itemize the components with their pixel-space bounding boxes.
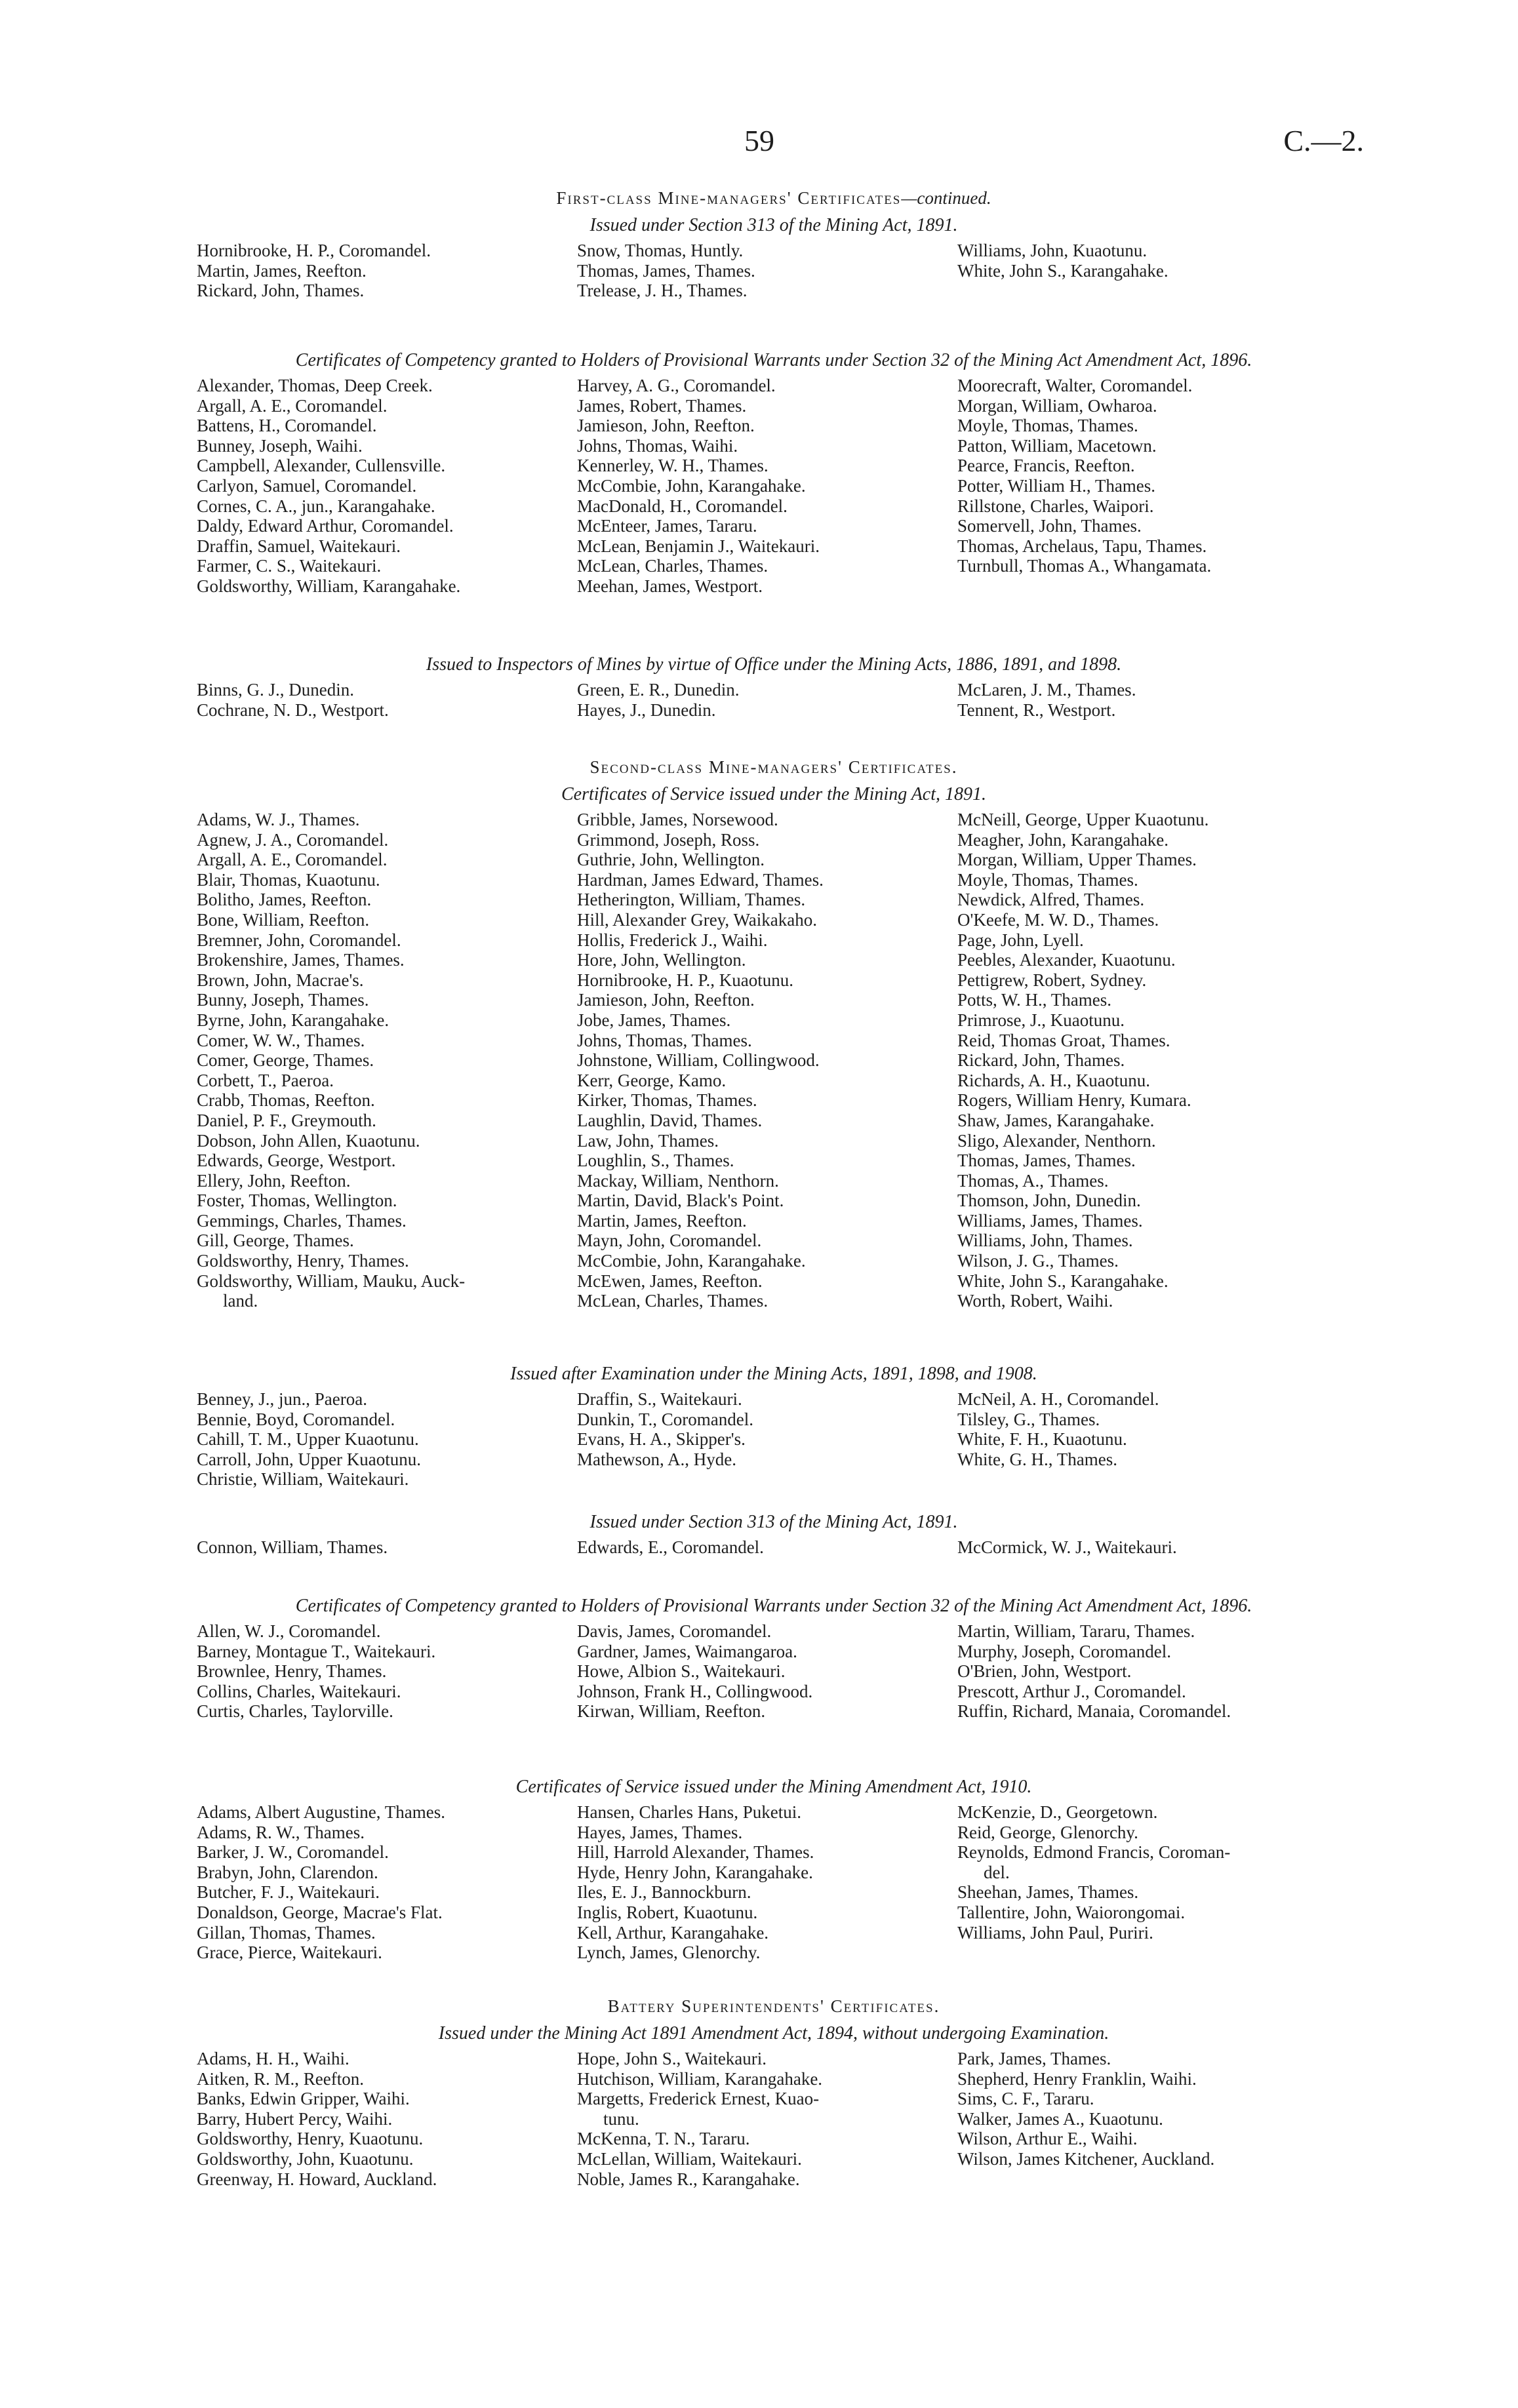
name-entry: Hayes, J., Dunedin. [577, 700, 716, 720]
section-heading [197, 185, 1351, 211]
name-entry: Hollis, Frederick J., Waihi. [577, 930, 768, 950]
name-entry: Carroll, John, Upper Kuaotunu. [197, 1449, 421, 1469]
name-entry: Bunney, Joseph, Waihi. [197, 435, 363, 456]
name-entry: White, John S., Karangahake. [957, 1271, 1168, 1291]
document-reference: C.—2. [1283, 124, 1364, 157]
name-entry: Brownlee, Henry, Thames. [197, 1661, 387, 1682]
name-entry: Goldsworthy, Henry, Thames. [197, 1251, 409, 1271]
name-entry: Thomson, John, Dunedin. [957, 1191, 1141, 1211]
name-entry: Daniel, P. F., Greymouth. [197, 1110, 376, 1130]
name-entry: Richards, A. H., Kuaotunu. [957, 1070, 1150, 1090]
name-entry: Goldsworthy, John, Kuaotunu. [197, 2148, 414, 2169]
name-column-2 [577, 376, 957, 597]
name-entry: Loughlin, S., Thames. [577, 1151, 734, 1171]
name-entry: Jamieson, John, Reefton. [577, 416, 755, 436]
name-entry: Martin, David, Black's Point. [577, 1191, 784, 1211]
name-entry: Cornes, C. A., jun., Karangahake. [197, 496, 435, 516]
name-entry: Kirwan, William, Reefton. [577, 1701, 766, 1722]
section-first-class-1891 [197, 185, 1351, 301]
name-entry: Ellery, John, Reefton. [197, 1170, 351, 1191]
name-entry: Howe, Albion S., Waitekauri. [577, 1661, 786, 1682]
name-entry: Page, John, Lyell. [957, 930, 1084, 950]
name-entry: Wilson, Arthur E., Waihi. [957, 2129, 1138, 2149]
name-entry: Kirker, Thomas, Thames. [577, 1090, 757, 1111]
name-entry: Curtis, Charles, Taylorville. [197, 1701, 393, 1722]
name-entry: Thomas, Archelaus, Tapu, Thames. [957, 536, 1207, 556]
name-column-2 [577, 1537, 957, 1558]
name-entry: Adams, R. W., Thames. [197, 1822, 365, 1842]
name-entry: land. [223, 1291, 258, 1311]
name-columns [197, 1621, 1351, 1722]
name-entry: Morgan, William, Upper Thames. [957, 850, 1197, 870]
name-columns [197, 1537, 1351, 1558]
name-entry: Johnson, Frank H., Collingwood. [577, 1681, 813, 1701]
name-entry: del. [984, 1862, 1010, 1882]
name-column-3 [957, 376, 1351, 597]
name-entry: Ruffin, Richard, Manaia, Coromandel. [957, 1701, 1231, 1722]
name-entry: Agnew, J. A., Coromandel. [197, 829, 389, 850]
name-entry: Draffin, Samuel, Waitekauri. [197, 536, 401, 556]
name-column-1 [197, 241, 577, 301]
name-entry: Kell, Arthur, Karangahake. [577, 1922, 769, 1943]
name-entry: McLean, Charles, Thames. [577, 1291, 769, 1311]
name-entry: Brokenshire, James, Thames. [197, 950, 405, 970]
name-column-1 [197, 680, 577, 720]
name-entry: Tilsley, G., Thames. [957, 1409, 1100, 1429]
name-entry: Hornibrooke, H. P., Coromandel. [197, 241, 431, 260]
section-subheading: Issued to Inspectors of Mines by virtue of Office under the Mining Acts, 1886, 1891, and 1898. [426, 654, 1122, 675]
name-entry: White, G. H., Thames. [957, 1449, 1117, 1469]
name-entry: Foster, Thomas, Wellington. [197, 1191, 397, 1211]
name-column-2 [577, 1802, 957, 1963]
name-entry: Jobe, James, Thames. [577, 1010, 731, 1030]
name-column-2 [577, 810, 957, 1311]
name-entry: Harvey, A. G., Coromandel. [577, 376, 776, 395]
section-competency-1896-second-class [197, 1592, 1351, 1722]
name-entry: Corbett, T., Paeroa. [197, 1070, 334, 1090]
name-entry: Sheehan, James, Thames. [957, 1882, 1139, 1903]
name-entry: Mayn, John, Coromandel. [577, 1231, 762, 1251]
name-entry: Binns, G. J., Dunedin. [197, 680, 355, 700]
name-entry: Bremner, John, Coromandel. [197, 930, 401, 950]
name-entry: Reynolds, Edmond Francis, Coroman- [957, 1842, 1231, 1863]
name-entry: Dunkin, T., Coromandel. [577, 1409, 753, 1429]
name-entry: McCormick, W. J., Waitekauri. [957, 1537, 1177, 1557]
name-entry: Argall, A. E., Coromandel. [197, 395, 388, 416]
name-entry: Snow, Thomas, Huntly. [577, 241, 744, 260]
name-entry: Butcher, F. J., Waitekauri. [197, 1882, 380, 1903]
name-columns [197, 2049, 1351, 2189]
name-entry: Moyle, Thomas, Thames. [957, 416, 1138, 436]
name-entry: Hayes, James, Thames. [577, 1822, 743, 1842]
name-columns [197, 1802, 1351, 1963]
name-entry: Cahill, T. M., Upper Kuaotunu. [197, 1429, 419, 1450]
name-entry: Williams, John, Thames. [957, 1231, 1133, 1251]
name-entry: Gillan, Thomas, Thames. [197, 1922, 376, 1943]
name-entry: Donaldson, George, Macrae's Flat. [197, 1902, 443, 1922]
name-entry: White, John S., Karangahake. [957, 260, 1168, 281]
name-entry: McLean, Charles, Thames. [577, 556, 769, 576]
name-entry: Jamieson, John, Reefton. [577, 990, 755, 1010]
name-entry: McLaren, J. M., Thames. [957, 680, 1136, 700]
name-entry: Guthrie, John, Wellington. [577, 850, 765, 870]
section-subheading: Issued under Section 313 of the Mining Act, 1891. [589, 1512, 958, 1532]
name-entry: Meagher, John, Karangahake. [957, 829, 1169, 850]
name-entry: Edwards, E., Coromandel. [577, 1537, 764, 1557]
name-column-1 [197, 1389, 577, 1490]
name-entry: Evans, H. A., Skipper's. [577, 1429, 746, 1450]
name-entry: Potts, W. H., Thames. [957, 990, 1112, 1010]
name-entry: Cochrane, N. D., Westport. [197, 700, 389, 720]
name-entry: Moyle, Thomas, Thames. [957, 869, 1138, 890]
name-entry: Rillstone, Charles, Waipori. [957, 496, 1154, 516]
name-entry: Allen, W. J., Coromandel. [197, 1621, 381, 1641]
name-entry: Worth, Robert, Waihi. [957, 1291, 1113, 1311]
name-columns [197, 1389, 1351, 1490]
heading-continued: —continued. [901, 188, 991, 208]
name-entry: Inglis, Robert, Kuaotunu. [577, 1902, 758, 1922]
heading-text: First-class Mine-managers' Certificates [556, 188, 902, 208]
name-entry: Adams, H. H., Waihi. [197, 2049, 350, 2068]
name-entry: McLean, Benjamin J., Waitekauri. [577, 536, 820, 556]
name-column-1 [197, 1621, 577, 1722]
name-entry: Brabyn, John, Clarendon. [197, 1862, 378, 1882]
name-entry: Grimmond, Joseph, Ross. [577, 829, 760, 850]
section-examination [197, 1360, 1351, 1490]
name-column-2 [577, 680, 957, 720]
name-column-3 [957, 241, 1351, 301]
name-column-1 [197, 376, 577, 597]
name-entry: Johns, Thomas, Thames. [577, 1030, 752, 1050]
name-entry: Turnbull, Thomas A., Whangamata. [957, 556, 1212, 576]
section-subheading: Issued under the Mining Act 1891 Amendment Act, 1894, without undergoing Examination. [438, 2023, 1109, 2043]
name-entry: McLellan, William, Waitekauri. [577, 2148, 802, 2169]
name-entry: Iles, E. J., Bannockburn. [577, 1882, 751, 1903]
name-entry: Law, John, Thames. [577, 1130, 719, 1151]
name-entry: Daldy, Edward Arthur, Coromandel. [197, 516, 454, 536]
name-column-2 [577, 241, 957, 301]
name-entry: McEwen, James, Reefton. [577, 1271, 763, 1291]
name-entry: Davis, James, Coromandel. [577, 1621, 772, 1641]
section-subheading: Certificates of Competency granted to Holders of Provisional Warrants under Section 32 of the Mining Act Amendment Act, 1896. [295, 350, 1252, 370]
name-entry: Barney, Montague T., Waitekauri. [197, 1641, 436, 1661]
name-entry: Draffin, S., Waitekauri. [577, 1389, 742, 1409]
name-entry: O'Brien, John, Westport. [957, 1661, 1132, 1682]
name-entry: Hill, Alexander Grey, Waikakaho. [577, 909, 817, 930]
name-entry: Martin, James, Reefton. [577, 1210, 747, 1231]
name-entry: Johns, Thomas, Waihi. [577, 435, 738, 456]
section-subheading: Certificates of Service issued under the Mining Amendment Act, 1910. [515, 1777, 1032, 1797]
name-entry: Crabb, Thomas, Reefton. [197, 1090, 375, 1111]
name-column-3 [957, 680, 1351, 720]
name-entry: Newdick, Alfred, Thames. [957, 890, 1145, 910]
name-entry: Williams, John Paul, Puriri. [957, 1922, 1153, 1943]
name-entry: Hansen, Charles Hans, Puketui. [577, 1802, 801, 1822]
name-entry: Christie, William, Waitekauri. [197, 1469, 409, 1490]
name-entry: Murphy, Joseph, Coromandel. [957, 1641, 1171, 1661]
name-entry: Moorecraft, Walter, Coromandel. [957, 376, 1193, 395]
page-number: 59 [744, 124, 774, 157]
name-entry: Farmer, C. S., Waitekauri. [197, 556, 382, 576]
name-column-2 [577, 1389, 957, 1490]
name-entry: Morgan, William, Owharoa. [957, 395, 1157, 416]
name-entry: McNeill, George, Upper Kuaotunu. [957, 810, 1209, 829]
name-entry: Wilson, James Kitchener, Auckland. [957, 2148, 1215, 2169]
name-entry: Wilson, J. G., Thames. [957, 1251, 1119, 1271]
name-entry: Martin, James, Reefton. [197, 260, 367, 281]
name-entry: Hill, Harrold Alexander, Thames. [577, 1842, 814, 1863]
name-column-1 [197, 2049, 577, 2189]
name-entry: Martin, William, Tararu, Thames. [957, 1621, 1195, 1641]
name-column-3 [957, 810, 1351, 1311]
name-entry: tunu. [603, 2108, 639, 2129]
name-entry: Mackay, William, Nenthorn. [577, 1170, 779, 1191]
name-entry: Byrne, John, Karangahake. [197, 1010, 389, 1030]
name-entry: Alexander, Thomas, Deep Creek. [197, 376, 433, 395]
name-entry: Bennie, Boyd, Coromandel. [197, 1409, 395, 1429]
name-entry: Patton, William, Macetown. [957, 435, 1157, 456]
name-entry: Pettigrew, Robert, Sydney. [957, 970, 1147, 990]
name-column-1 [197, 1537, 577, 1558]
name-entry: Gemmings, Charles, Thames. [197, 1210, 407, 1231]
section-subheading: Certificates of Service issued under the Mining Act, 1891. [561, 784, 987, 804]
name-entry: Dobson, John Allen, Kuaotunu. [197, 1130, 420, 1151]
section-subheading: Certificates of Competency granted to Holders of Provisional Warrants under Section 32 of the Mining Act Amendment Act, 1896. [295, 1596, 1252, 1616]
section-second-class-service-1891 [197, 754, 1351, 1311]
name-entry: Collins, Charles, Waitekauri. [197, 1681, 401, 1701]
name-entry: Rogers, William Henry, Kumara. [957, 1090, 1191, 1111]
name-entry: Laughlin, David, Thames. [577, 1110, 763, 1130]
name-column-1 [197, 1802, 577, 1963]
name-entry: Blair, Thomas, Kuaotunu. [197, 869, 380, 890]
name-entry: White, F. H., Kuaotunu. [957, 1429, 1127, 1450]
section-subheading: Issued under Section 313 of the Mining Act, 1891. [589, 215, 958, 235]
name-entry: Williams, John, Kuaotunu. [957, 241, 1148, 260]
name-entry: Campbell, Alexander, Cullensville. [197, 456, 446, 476]
name-entry: Kerr, George, Kamo. [577, 1070, 727, 1090]
section-competency-1896 [197, 346, 1351, 597]
name-entry: Argall, A. E., Coromandel. [197, 850, 388, 870]
name-entry: Lynch, James, Glenorchy. [577, 1943, 761, 1963]
name-column-2 [577, 2049, 957, 2189]
name-entry: Tallentire, John, Waiorongomai. [957, 1902, 1186, 1922]
name-entry: Thomas, A., Thames. [957, 1170, 1109, 1191]
name-entry: Brown, John, Macrae's. [197, 970, 364, 990]
name-column-3 [957, 1802, 1351, 1963]
name-entry: Tennent, R., Westport. [957, 700, 1116, 720]
name-entry: Mathewson, A., Hyde. [577, 1449, 736, 1469]
name-entry: Shepherd, Henry Franklin, Waihi. [957, 2068, 1197, 2089]
name-column-1 [197, 810, 577, 1311]
name-entry: McKenzie, D., Georgetown. [957, 1802, 1158, 1822]
name-entry: McKenna, T. N., Tararu. [577, 2129, 750, 2149]
section-313-second-class [197, 1508, 1351, 1558]
name-entry: Williams, James, Thames. [957, 1210, 1143, 1231]
name-entry: Green, E. R., Dunedin. [577, 680, 740, 700]
name-entry: Thomas, James, Thames. [577, 260, 755, 281]
name-column-3 [957, 1389, 1351, 1490]
name-entry: Comer, George, Thames. [197, 1050, 374, 1071]
name-entry: Battens, H., Coromandel. [197, 416, 377, 436]
name-entry: Benney, J., jun., Paeroa. [197, 1389, 367, 1409]
name-entry: Rickard, John, Thames. [197, 281, 365, 301]
name-entry: Bolitho, James, Reefton. [197, 890, 372, 910]
name-entry: McCombie, John, Karangahake. [577, 1251, 806, 1271]
name-entry: Rickard, John, Thames. [957, 1050, 1125, 1071]
name-entry: Prescott, Arthur J., Coromandel. [957, 1681, 1186, 1701]
name-entry: Adams, W. J., Thames. [197, 810, 360, 829]
name-entry: Carlyon, Samuel, Coromandel. [197, 475, 417, 496]
name-entry: McEnteer, James, Tararu. [577, 516, 757, 536]
name-columns [197, 680, 1351, 720]
name-entry: Hyde, Henry John, Karangahake. [577, 1862, 813, 1882]
name-columns [197, 810, 1351, 1311]
section-inspectors [197, 650, 1351, 720]
name-entry: Potter, William H., Thames. [957, 475, 1156, 496]
name-entry: Johnstone, William, Collingwood. [577, 1050, 820, 1071]
name-entry: Hore, John, Wellington. [577, 950, 746, 970]
name-column-2 [577, 1621, 957, 1722]
name-entry: Goldsworthy, Henry, Kuaotunu. [197, 2129, 424, 2149]
name-entry: Banks, Edwin Gripper, Waihi. [197, 2089, 410, 2109]
name-entry: Gardner, James, Waimangaroa. [577, 1641, 797, 1661]
name-column-3 [957, 1537, 1351, 1558]
section-battery-superintendents [197, 1993, 1351, 2189]
name-entry: Greenway, H. Howard, Auckland. [197, 2169, 437, 2189]
name-entry: Aitken, R. M., Reefton. [197, 2068, 364, 2089]
name-entry: Connon, William, Thames. [197, 1537, 388, 1557]
name-columns [197, 241, 1351, 301]
name-entry: Walker, James A., Kuaotunu. [957, 2108, 1163, 2129]
name-entry: Primrose, J., Kuaotunu. [957, 1010, 1125, 1030]
name-entry: Somervell, John, Thames. [957, 516, 1142, 536]
name-entry: Bunny, Joseph, Thames. [197, 990, 369, 1010]
name-entry: Barry, Hubert Percy, Waihi. [197, 2108, 393, 2129]
name-entry: Edwards, George, Westport. [197, 1151, 396, 1171]
name-entry: Comer, W. W., Thames. [197, 1030, 365, 1050]
name-entry: Noble, James R., Karangahake. [577, 2169, 800, 2189]
name-entry: Gribble, James, Norsewood. [577, 810, 778, 829]
name-entry: Meehan, James, Westport. [577, 576, 763, 596]
name-columns [197, 376, 1351, 597]
name-entry: O'Keefe, M. W. D., Thames. [957, 909, 1159, 930]
name-entry: Bone, William, Reefton. [197, 909, 370, 930]
name-entry: McNeil, A. H., Coromandel. [957, 1389, 1159, 1409]
name-entry: Hope, John S., Waitekauri. [577, 2049, 767, 2068]
name-entry: Adams, Albert Augustine, Thames. [197, 1802, 445, 1822]
name-entry: Margetts, Frederick Ernest, Kuao- [577, 2089, 820, 2109]
name-entry: Trelease, J. H., Thames. [577, 281, 748, 301]
name-entry: Hornibrooke, H. P., Kuaotunu. [577, 970, 793, 990]
section-subheading: Issued after Examination under the Mining Acts, 1891, 1898, and 1908. [510, 1364, 1037, 1384]
name-entry: Park, James, Thames. [957, 2049, 1111, 2068]
section-heading: Second-class Mine-managers' Certificates. [589, 757, 958, 777]
name-entry: Gill, George, Thames. [197, 1231, 354, 1251]
name-entry: Peebles, Alexander, Kuaotunu. [957, 950, 1176, 970]
name-entry: Sims, C. F., Tararu. [957, 2089, 1094, 2109]
name-entry: Hutchison, William, Karangahake. [577, 2068, 823, 2089]
name-entry: Hetherington, William, Thames. [577, 890, 806, 910]
name-entry: Hardman, James Edward, Thames. [577, 869, 824, 890]
name-entry: Pearce, Francis, Reefton. [957, 456, 1135, 476]
name-column-3 [957, 1621, 1351, 1722]
name-entry: Barker, J. W., Coromandel. [197, 1842, 389, 1863]
name-entry: Goldsworthy, William, Karangahake. [197, 576, 461, 596]
name-entry: Thomas, James, Thames. [957, 1151, 1136, 1171]
name-entry: Sligo, Alexander, Nenthorn. [957, 1130, 1156, 1151]
name-column-3 [957, 2049, 1351, 2189]
name-entry: MacDonald, H., Coromandel. [577, 496, 788, 516]
section-heading: Battery Superintendents' Certificates. [607, 1996, 940, 2016]
name-entry: McCombie, John, Karangahake. [577, 475, 806, 496]
name-entry: Goldsworthy, William, Mauku, Auck- [197, 1271, 466, 1291]
name-entry: Reid, George, Glenorchy. [957, 1822, 1138, 1842]
name-entry: Kennerley, W. H., Thames. [577, 456, 769, 476]
name-entry: James, Robert, Thames. [577, 395, 747, 416]
name-entry: Shaw, James, Karangahake. [957, 1110, 1155, 1130]
name-entry: Reid, Thomas Groat, Thames. [957, 1030, 1170, 1050]
section-service-1910 [197, 1773, 1351, 1963]
name-entry: Grace, Pierce, Waitekauri. [197, 1943, 382, 1963]
